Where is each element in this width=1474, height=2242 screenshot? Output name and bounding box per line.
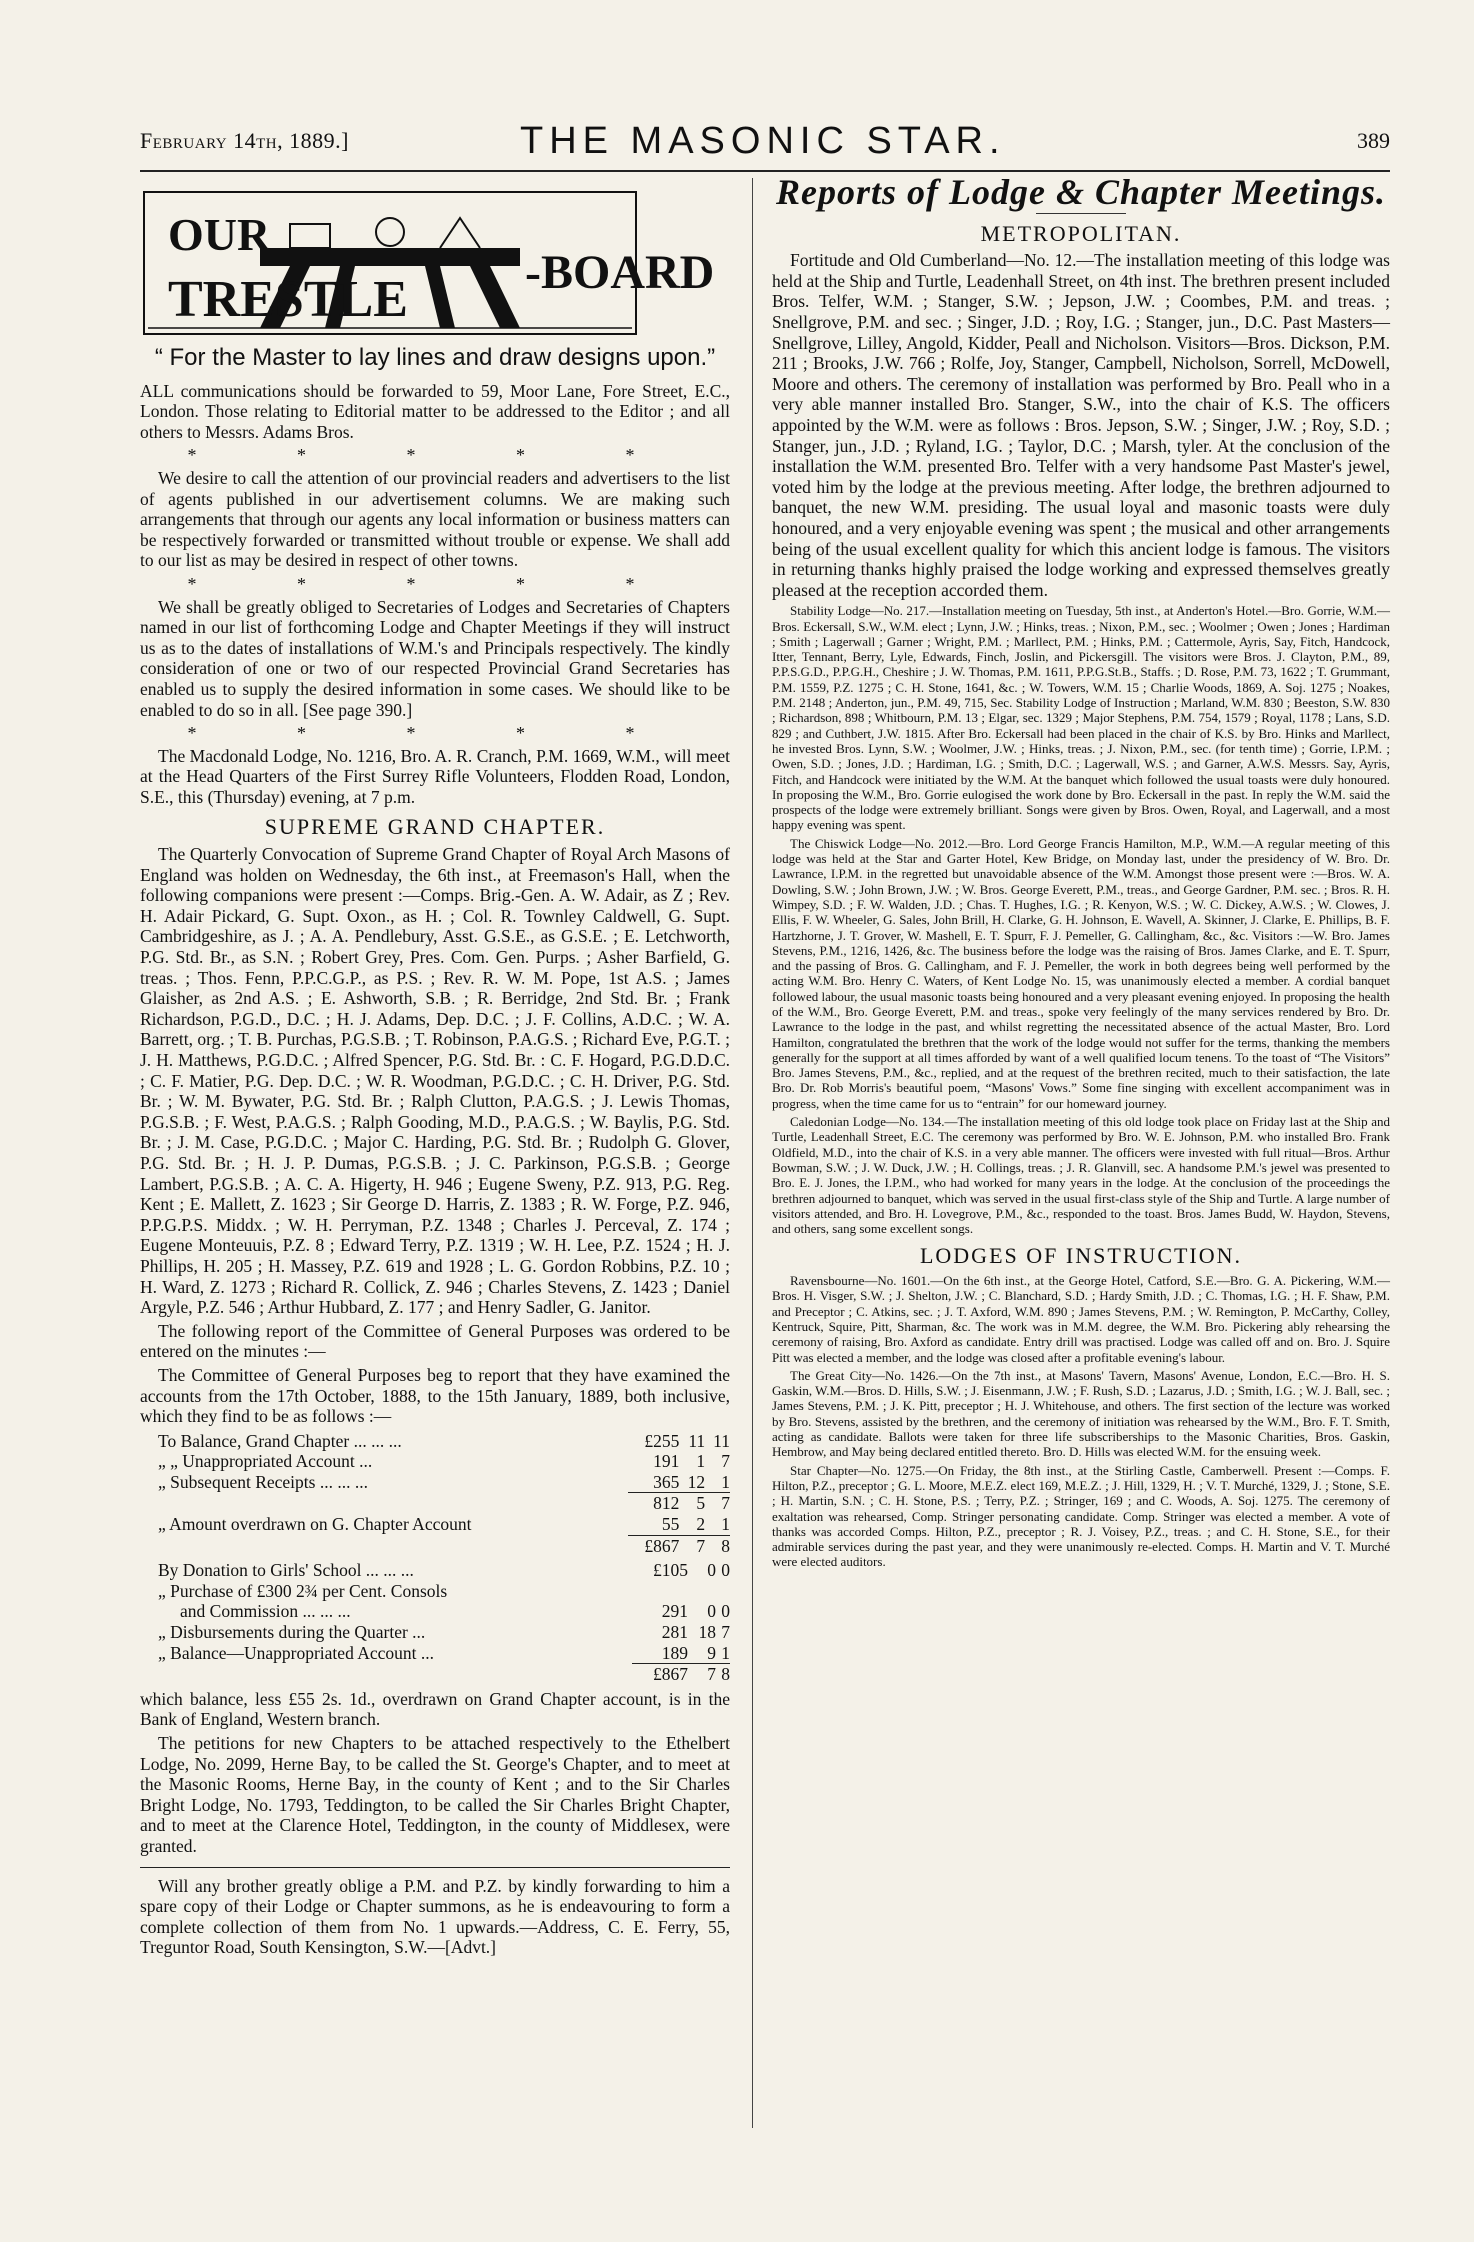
account-row: „ Subsequent Receipts ... ... ... 365 12 1 [158, 1471, 730, 1492]
separator-stars: * * * * * [187, 573, 683, 594]
page-header [140, 120, 1390, 160]
issue-date: February 14th, 1889.] [140, 128, 349, 153]
tagline: “ For the Master to lay lines and draw designs upon.” [154, 344, 716, 371]
lodge-report: The Chiswick Lodge—No. 2012.—Bro. Lord George Francis Hamilton, M.P., W.M.—A regular meeting of this lodge was held at the Star and Garter Hotel, Kew Bridge, on Monday last, under the presidency of W. Bro. Dr. Lawrance, I.P.M. in the regretted but unavoidable absence of the W.M. Amongst those present were :—Bros. W. A. Dowling, S.W. ; John Brown, J.W. ; W. Bros. George Everett, P.M., treas., and George Gardner, P.M. sec. ; Bros. R. H. Wimpey, S.D. ; F. W. Walden, J.D. ; Chas. T. Hughes, I.G. ; R. Kenyon, W.S. ; W. C. Dickey, A.W.S. ; W. Clowes, J. Ellis, F. W. Wheeler, G. Sales, John Brill, H. Clarke, G. H. Johnson, E. Wavell, A. Skinner, J. Clarke, E. Phillips, B. F. Hartzhorne, J. T. Grover, W. Mashell, E. T. Spurr, F. J. Pemeller, G. Callingham, &c., &c. Visitors :—W. Bro. James Stevens, P.M., 1216, 1426, &c. The business before the lodge was the raising of Bros. James Clarke, and E. T. Spurr, and the passing of Bros. G. Callingham, and F. J. Pemeller, the work in both degrees being well performed by the acting W.M. Bro. Henry C. Waters, of Kent Lodge No. 15, was unanimously elected a member. A cordial banquet followed labour, the usual masonic toasts being honoured and a very pleasant evening enjoyed. In proposing the health of the W.M., Bro. George Everett, P.M. and treas., spoke very feelingly of the many services rendered by Bro. Dr. Lawrance to the lodge in the past, and whilst regretting the necessitated absence of the actual Master, Bro. Lord Hamilton, congratulated the brethren that the work of the lodge would not suffer for the terms, thanking the members generally for the support at all times afforded by want of a well qualified locum tenens. To the toast of “The Visitors” Bro. James Stevens, P.M., &c., replied, and at the request of the brethren recited, much to their satisfaction, the late Bro. Dr. Rob Morris's beautiful poem, “Masons' Vows.” Some fine singing with excellent accompaniment was in progress, when the time came for us to “entrain” for our homeward journey. [772, 835, 1390, 1111]
page-number: 389 [1357, 128, 1390, 153]
account-subtotal-row: 812 5 7 [140, 1493, 730, 1514]
title-rule [1036, 213, 1126, 214]
petitions-paragraph: The petitions for new Chapters to be attached respectively to the Ethelbert Lodge, No. 2099, Herne Bay, to be called the St. George's Chapter, and to meet at the Masonic Rooms, Herne Bay, in the county of Kent ; and to the Sir Charles Bright Lodge, No. 1793, Teddington, to be called the Sir Charles Bright Chapter, and to meet at the Clarence Hotel, Teddington, in the county of Middlesex, were granted. [140, 1733, 730, 1856]
instruction-report: Ravensbourne—No. 1601.—On the 6th inst., at the George Hotel, Catford, S.E.—Bro. G. A. Pickering, W.M.—Bros. H. Visger, S.W. ; J. Shelton, J.W. ; C. Blanchard, S.D. ; Hardy Smith, J.D. ; C. Thomas, I.G. ; H. F. Shaw, P.M. and Preceptor ; C. Atkins, sec. ; J. T. Axford, W.M. 890 ; James Stevens, P.M. ; W. Remington, P. McCarthy, Colley, Kentruck, Squire, Pitt, Sharman, &c. The work was in M.M. degree, the W.M. Bro. Pickering ably rehearsing the ceremony of raising, Bro. Axford as candidate. Entry drill was practised. Lodge was called off and on. Bro. J. Squire Pitt was elected a member, and the lodge was closed after a profitable evening's labour. [772, 1273, 1390, 1365]
account-row: „ Disbursements during the Quarter ... 281 18 7 [158, 1622, 730, 1643]
svg-text:TRESTLE: TRESTLE [168, 271, 408, 328]
right-column [772, 172, 1390, 1573]
left-column [140, 180, 730, 1961]
trestle-board-illustration [140, 188, 715, 338]
trestle-board-banner [140, 188, 715, 338]
advert-rule [140, 1867, 730, 1868]
account-row: „ Purchase of £300 2¾ per Cent. Consols [158, 1580, 448, 1601]
svg-text:OUR: OUR [168, 209, 271, 260]
macdonald-lodge-notice: The Macdonald Lodge, No. 1216, Bro. A. R. Cranch, P.M. 1669, W.M., will meet at the Head Quarters of the First Surrey Rifle Volunteers, Flodden Road, London, S.E., this (Thursday) evening, at 7 p.m. [140, 745, 730, 807]
column-divider [752, 178, 753, 2128]
convocation-paragraph: The Quarterly Convocation of Supreme Grand Chapter of Royal Arch Masons of England was holden on Wednesday, the 6th inst., at Freemason's Hall, when the following companions were present :—Comps. Brig.-Gen. A. W. Adair, as Z ; Rev. H. Adair Pickard, G. Supt. Oxon., as H. ; Col. R. Townley Caldwell, G. Supt. Cambridgeshire, as J. ; A. A. Pendlebury, Asst. G.S.E., as G.S.E. ; E. Letchworth, P.G. Std. Br., as S.N. ; Robert Grey, Pres. Com. Gen. Purps. ; Asher Barfield, G. treas. ; Thos. Fenn, P.P.C.G.P., as P.S. ; Rev. R. W. M. Pope, 1st A.S. ; James Glaisher, as 2nd A.S. ; E. Ashworth, S.B. ; R. Berridge, 2nd Std. Br. ; Frank Richardson, P.G.D., D.C. ; H. J. Adams, Dep. D.C. ; J. F. Collins, A.D.C. ; W. A. Barrett, org. ; T. B. Purchas, P.G.S.B. ; T. Robinson, P.A.G.S. ; Richard Eve, P.G.T. ; J. H. Matthews, P.G.D.C. ; Alfred Spencer, P.G. Std. Br. : C. F. Hogard, P.G.D.D.C. ; C. F. Matier, P.G. Dep. D.C. ; W. R. Woodman, P.G.D.C. ; C. H. Driver, P.G. Std. Br. ; W. M. Bywater, P.G. Std. Br. ; Ralph Clutton, P.A.G.S. ; J. Lewis Thomas, P.G.S.B. ; F. West, P.A.G.S. ; Ralph Gooding, M.D., P.A.G.S. ; W. Baylis, P.G. Std. Br. ; J. M. Case, P.G.D.C. ; Major C. Harding, P.G. Std. Br. ; Rudolph G. Glover, P.G. Std. Br. ; H. J. P. Dumas, P.G.S.B. ; J. C. Parkinson, P.G.S.B. ; George Lambert, P.G.S.B. ; A. C. A. Higerty, H. 946 ; Eugene Sweny, P.Z. 913, P.G. Reg. Kent ; E. Mallett, Z. 1623 ; Sir George D. Harris, Z. 1383 ; R. W. Forge, P.Z. 946, P.P.G.P.S. Middx. ; W. H. Perryman, P.Z. 1348 ; Charles J. Perceval, Z. 174 ; Eugene Monteuuis, P.Z. 8 ; Edward Terry, P.Z. 1319 ; W. H. Lee, P.Z. 1524 ; H. J. Phillips, H. 205 ; H. Massey, P.Z. 619 and 1928 ; L. G. Gordon Robbins, P.Z. 10 ; H. Ward, Z. 1273 ; Richard R. Collick, Z. 946 ; Charles Stevens, Z. 1423 ; Daniel Argyle, P.Z. 546 ; Arthur Hubbard, Z. 177 ; and Henry Sadler, G. Janitor. [140, 844, 730, 1318]
separator-stars: * * * * * [187, 445, 683, 466]
account-row: „ „ Unappropriated Account ... 191 1 7 [158, 1451, 730, 1472]
account-table-payments [140, 1560, 730, 1685]
lodge-report: Stability Lodge—No. 217.—Installation meeting on Tuesday, 5th inst., at Anderton's Hotel.—Bro. Gorrie, W.M.—Bros. Eckersall, S.W., W.M. elect ; Lynn, J.W. ; Hinks, treas. ; Nixon, P.M., sec. ; Woolmer ; Owen ; Jones ; Hardiman ; Smith ; Lagerwall ; Garner ; Wright, P.M. ; Marllect, P.M. ; Hinks, P.M. ; Cattermole, Ayris, Say, Fitch, Handcock, Itter, Tennant, Berry, Lyle, Edwards, Finch, Joslin, and Pickersgill. The visitors were Bros. J. Clayton, P.M., 89, P.P.S.G.D., P.P.G.H., Cheshire ; J. W. Thomas, P.M. 1611, P.P.G.St.B., Staffs. ; D. Rose, P.M. 73, 1622 ; T. Grummant, P.M. 1559, P.Z. 1275 ; C. H. Stone, 1641, &c. ; W. Towers, W.M. 15 ; Charlie Woods, 1869, A. Soj. 1275 ; Noakes, P.M. 2148 ; Anderton, jun., P.M. 49, 715, Sec. Stability Lodge of Instruction ; Marland, W.M. 830 ; Beeston, S.W. 830 ; Richardson, 898 ; Whitbourn, P.M. 13 ; Elgar, sec. 1329 ; Major Stephens, P.M. 754, 1579 ; Royal, 1178 ; Lans, S.D. 829 ; and Cuthbert, J.W. 1815. After Bro. Eckersall had been placed in the chair of K.S. by Bro. Hinks and Marllect, he invested Bros. Lynn, S.W. ; Woolmer, J.W. ; Hinks, treas. ; J. Nixon, P.M., sec. (for tenth time) ; Gorrie, I.P.M. ; Owen, S.D. ; Jones, J.D. ; Hardiman, I.G. ; Smith, D.C. ; Lagerwall, W.S. ; and Garner, A.W.S. Messrs. Say, Ayris, Fitch, and Handcock were initiated by the W.M. At the banquet which followed the usual toasts were duly honoured. In proposing the W.M., Bro. Gorrie eulogised the work done by Bro. Eckersall in the past. In reply the W.M. said the prospects of the lodge were extremely brilliant. Songs were given by Bros. Owen, Royal, and Lagerwall, and a most happy evening was spent. [772, 603, 1390, 833]
account-row: and Commission ... ... ... 291 0 0 [180, 1601, 730, 1622]
secretaries-paragraph: We shall be greatly obliged to Secretaries of Lodges and Secretaries of Chapters named in our list of forthcoming Lodge and Chapter Meetings if they will instruct us as to the dates of installations of W.M.'s and Principals respectively. The kindly consideration of one or two of our respected Provincial Grand Secretaries has enabled us to supply the desired information in some cases. We should like to be enabled to do so in all. [See page 390.] [140, 596, 730, 720]
communications-paragraph: ALL communications should be forwarded to 59, Moor Lane, Fore Street, E.C., London. Those relating to Editorial matter to be addressed to the Editor ; and all others to Messrs. Adams Bros. [140, 380, 730, 442]
account-row: „ Amount overdrawn on G. Chapter Account 55 2 1 [158, 1514, 730, 1535]
account-table-receipts [140, 1431, 730, 1557]
balance-paragraph: which balance, less £55 2s. 1d., overdrawn on Grand Chapter account, is in the Bank of England, Western branch. [140, 1688, 730, 1730]
committee-report-intro: The following report of the Committee of General Purposes was ordered to be entered on the minutes :— [140, 1320, 730, 1362]
account-total-row: £867 7 8 [140, 1664, 730, 1685]
publication-title: THE MASONIC STAR. [520, 120, 1006, 162]
account-total-row: £867 7 8 [140, 1535, 730, 1556]
advertisement: Will any brother greatly oblige a P.M. and P.Z. by kindly forwarding to him a spare copy of their Lodge or Chapter summons, as he is endeavouring to form a complete collection of them from No. 1 upwards.—Address, C. E. Ferry, 55, Treguntor Road, South Kensington, S.W.—[Advt.] [140, 1875, 730, 1958]
svg-text:-BOARD: -BOARD [525, 246, 715, 299]
account-row: By Donation to Girls' School ... ... ... £105 0 0 [158, 1560, 730, 1581]
reports-title: Reports of Lodge & Chapter Meetings. [776, 172, 1386, 212]
lodge-report: Fortitude and Old Cumberland—No. 12.—The installation meeting of this lodge was held at the Ship and Turtle, Leadenhall Street, on 4th inst. The brethren present included Bros. Telfer, W.M. ; Stanger, S.W. ; Jepson, J.W. ; Coombes, P.M. and treas. ; Snellgrove, P.M. and sec. ; Singer, J.D. ; Roy, I.G. ; Stanger, jun., D.C. Past Masters—Snellgrove, Lilley, Angold, Kidder, Peall and Nicholson. Visitors—Bros. Dickson, P.M. 211 ; Brooks, J.W. 766 ; Rolfe, Joy, Stanger, Campbell, Nicholson, Sorrell, McDowell, Moore and others. The ceremony of installation was performed by Bro. Peall who in a very able manner installed Bro. Stanger, S.W., into the chair of K.S. The officers appointed by the W.M. were as follows : Bros. Jepson, S.W. ; Singer, J.W. ; Roy, S.D. ; Stanger, jun., J.D. ; Ryland, I.G. ; Taylor, D.C. ; Marsh, tyler. At the conclusion of the installation the W.M. presented Bro. Telfer with a very handsome Past Master's jewel, voted him by the lodge at the previous meeting. After lodge, the brethren adjourned to banquet, the new W.M. presiding. The usual loyal and masonic toasts were duly honoured, and a very enjoyable evening was spent ; the musical and other arrangements being of the usual excellent quality for which this ancient lodge is famous. The visitors in returning thanks highly praised the lodge working and expressed themselves greatly pleased at the reception accorded them. [772, 250, 1390, 600]
agents-paragraph: We desire to call the attention of our provincial readers and advertisers to the list of agents published in our advertisement columns. We are making such arrangements that through our agents any local information or business matters can be respectively forwarded or transmitted without trouble or expense. We shall add to our list as may be desired in respect of other towns. [140, 467, 730, 571]
section-heading: METROPOLITAN. [980, 220, 1182, 246]
instruction-report: The Great City—No. 1426.—On the 7th inst., at Masons' Tavern, Masons' Avenue, London, E.C.—Bro. H. S. Gaskin, W.M.—Bros. D. Hills, S.W. ; J. Eisenmann, J.W. ; F. Rush, S.D. ; Lazarus, J.D. ; Smith, I.G. ; W. J. Ball, sec. ; James Stevens, P.M. ; J. K. Pitt, preceptor ; H. J. Whitehouse, and others. The first section of the lecture was worked by Bro. Stevens, assisted by the brethren, and the ceremony of initiation was rehearsed by the W.M., Bro. F. T. Smith, acting as candidate. Ballots were taken for three life subscriberships to the Masonic Charities, Bros. Gaskin, Hembrow, and May being declared entitled thereto. Bro. D. Hills was elected W.M. for the ensuing week. [772, 1367, 1390, 1460]
instruction-report: Star Chapter—No. 1275.—On Friday, the 8th inst., at the Stirling Castle, Camberwell. Present :—Comps. F. Hilton, P.Z., preceptor ; G. L. Moore, M.E.Z. elect 169, M.E.Z. ; J. Hill, 1329, H. ; V. T. Murché, 1329, J. ; Stone, S.E. ; H. Martin, S.N. ; C. H. Stone, P.S. ; Terry, P.Z. ; Stringer, 169 ; and C. Woods, A. Soj. 1275. The ceremony of exaltation was rehearsed, Comp. Stringer personating candidate. Comp. Stringer was elected a member. A vote of thanks was accorded Comps. Hilton, P.Z., preceptor ; R. J. Voisey, P.Z., treas. ; and C. H. Stone, S.E., for their admirable services during the past year, and they were unanimously re-elected. Comps. H. Martin and V. T. Murché were elected auditors. [772, 1462, 1390, 1570]
section-heading: LODGES OF INSTRUCTION. [919, 1243, 1243, 1269]
separator-stars: * * * * * [187, 723, 683, 744]
section-heading: SUPREME GRAND CHAPTER. [264, 814, 606, 840]
committee-report-paragraph: The Committee of General Purposes beg to report that they have examined the accounts from the 17th October, 1888, to the 15th January, 1889, both inclusive, which they find to be as follows :— [140, 1364, 730, 1427]
lodge-report: Caledonian Lodge—No. 134.—The installation meeting of this old lodge took place on Friday last at the Ship and Turtle, Leadenhall Street, E.C. The ceremony was performed by Bro. W. E. Johnson, P.M. who installed Bro. Frank Oldfield, M.D., into the chair of K.S. in a very able manner. The officers were invested with full ritual—Bros. Arthur Bowman, S.W. ; J. W. Duck, J.W. ; H. Collings, treas. ; J. R. Glanvill, sec. A handsome P.M.'s jewel was presented to Bro. E. J. Jones, the I.P.M., who had worked for many years in the lodge. At the conclusion of the proceedings the brethren adjourned to banquet, which was served in the usual first-class style of the Ship and Turtle. A large number of visitors attended, and Bro. H. Lovegrove, P.M., &c., responded to the toast. Bros. James Budd, W. Haydon, Stevens, and others, sang some excellent songs. [772, 1114, 1390, 1237]
account-row: To Balance, Grand Chapter ... ... ... £255 11 11 [158, 1430, 730, 1451]
account-row: „ Balance—Unappropriated Account ... 189 9 1 [158, 1642, 730, 1663]
